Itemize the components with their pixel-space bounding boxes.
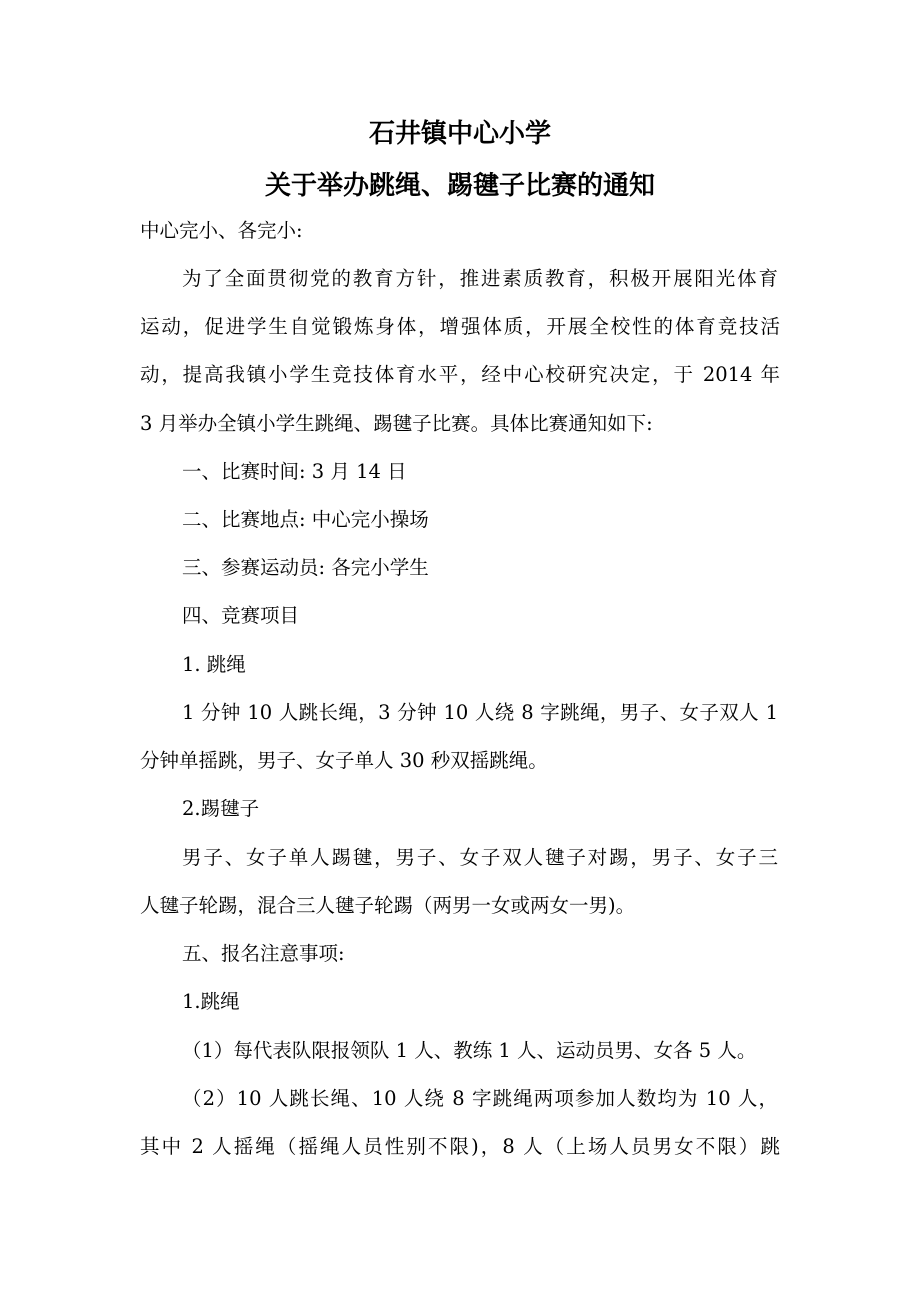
intro-line-4: 3 月举办全镇小学生跳绳、踢毽子比赛。具体比赛通知如下: xyxy=(140,412,653,435)
registration-rule-2-line-2: 其中 2 人摇绳（摇绳人员性别不限)，8 人（上场人员男女不限）跳 xyxy=(140,1135,780,1158)
document-title-notice: 关于举办跳绳、踢毽子比赛的通知 xyxy=(264,171,655,201)
event-jump-rope-title: 1. 跳绳 xyxy=(182,653,246,676)
event-jump-rope-line-1: 1 分钟 10 人跳长绳，3 分钟 10 人绕 8 字跳绳，男子、女子双人 1 xyxy=(182,701,778,724)
intro-line-1: 为了全面贯彻党的教育方针，推进素质教育，积极开展阳光体育 xyxy=(182,267,778,290)
registration-rule-2-line-1: （2）10 人跳长绳、10 人绕 8 字跳绳两项参加人数均为 10 人， xyxy=(182,1087,778,1110)
event-shuttlecock-line-2: 人毽子轮踢，混合三人毽子轮踢（两男一女或两女一男)。 xyxy=(140,894,636,917)
item-registration-heading: 五、报名注意事项: xyxy=(182,942,345,965)
salutation: 中心完小、各完小: xyxy=(140,219,303,242)
intro-line-2: 运动，促进学生自觉锻炼身体，增强体质，开展全校性的体育竞技活 xyxy=(140,315,780,338)
intro-line-3: 动，提高我镇小学生竞技体育水平，经中心校研究决定，于 2014 年 xyxy=(140,363,780,386)
event-jump-rope-line-2: 分钟单摇跳，男子、女子单人 30 秒双摇跳绳。 xyxy=(140,749,548,772)
event-shuttlecock-line-1: 男子、女子单人踢毽，男子、女子双人毽子对踢，男子、女子三 xyxy=(182,846,778,869)
document-title-school: 石井镇中心小学 xyxy=(368,119,551,149)
item-participants: 三、参赛运动员: 各完小学生 xyxy=(182,556,429,579)
item-events-heading: 四、竞赛项目 xyxy=(182,604,300,627)
event-shuttlecock-title: 2.踢毽子 xyxy=(182,797,260,820)
registration-rule-1: （1）每代表队限报领队 1 人、教练 1 人、运动员男、女各 5 人。 xyxy=(182,1039,757,1062)
item-competition-place: 二、比赛地点: 中心完小操场 xyxy=(182,508,429,531)
item-competition-time: 一、比赛时间: 3 月 14 日 xyxy=(182,460,407,483)
registration-jump-rope-title: 1.跳绳 xyxy=(182,990,240,1013)
